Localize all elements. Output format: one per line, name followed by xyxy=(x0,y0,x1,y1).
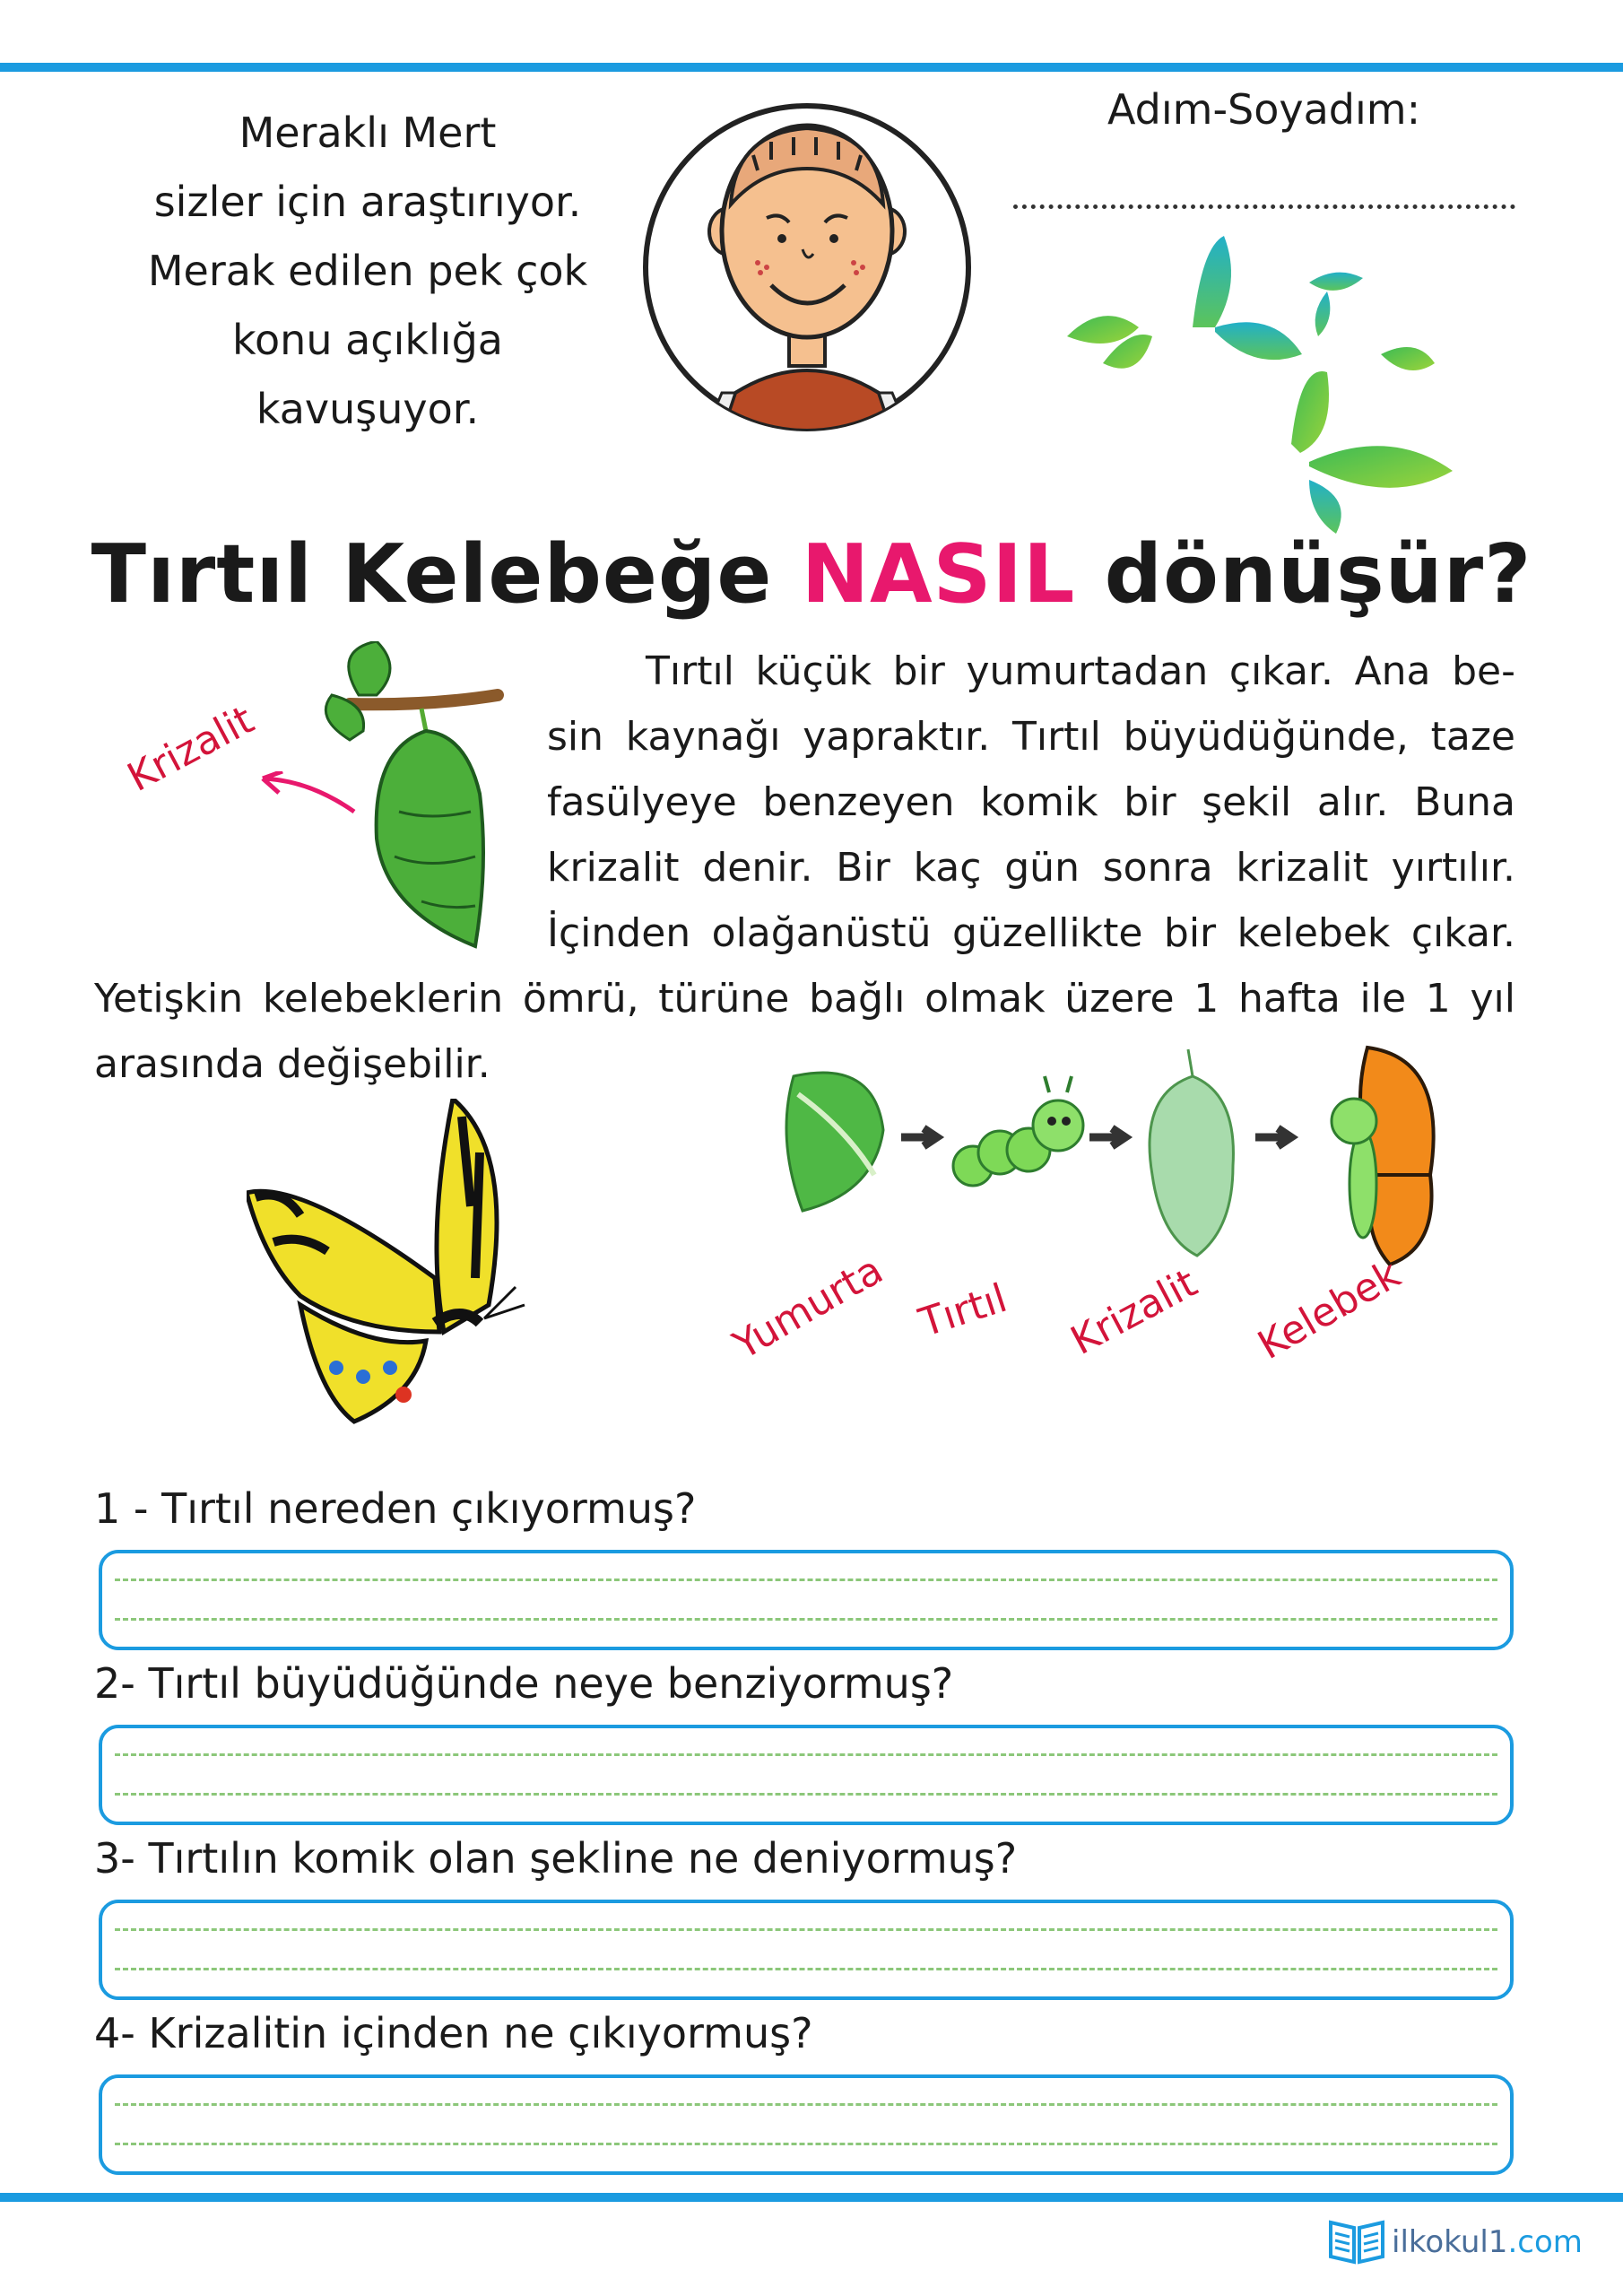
intro-line: sizler için araştırıyor. xyxy=(153,178,582,226)
name-label: Adım-Soyadım: xyxy=(1107,85,1421,134)
bottom-rule xyxy=(0,2193,1623,2202)
paragraph-line: Yetişkin kelebeklerin ömrü, türüne bağlı olmak üzere 1 hafta ile 1 yıl xyxy=(94,976,1515,1022)
site-logo-text xyxy=(1392,2224,1583,2260)
paragraph-line: arasında değişebilir. xyxy=(94,1041,490,1087)
title-highlight: NASIL xyxy=(801,527,1076,622)
question-4: 4- Krizalitin içinden ne çıkıyormuş? xyxy=(94,2009,813,2057)
question-2: 2- Tırtıl büyüdüğünde neye benziyormuş? xyxy=(94,1659,954,1708)
caterpillar-icon xyxy=(953,1076,1083,1186)
title-part2: dönüşür? xyxy=(1075,527,1532,622)
intro-line: Meraklı Mert xyxy=(239,109,497,157)
arrow-icon xyxy=(1089,1128,1125,1146)
answer-box-2[interactable] xyxy=(99,1725,1514,1825)
chrysalis-label: Krizalit xyxy=(120,697,262,801)
stage-label-caterpillar: Tırtıl xyxy=(914,1274,1013,1346)
logo-suffix: .com xyxy=(1507,2224,1583,2260)
answer-box-3[interactable] xyxy=(99,1900,1514,2000)
book-logo-icon xyxy=(1327,2215,1386,2266)
paragraph-line: krizalit denir. Bir kaç gün sonra krizalit yırtılır. xyxy=(547,845,1515,891)
egg-leaf-icon xyxy=(786,1073,883,1211)
answer-box-4[interactable] xyxy=(99,2074,1514,2175)
question-3: 3- Tırtılın komik olan şekline ne deniyormuş? xyxy=(94,1834,1018,1883)
pink-arrow-icon xyxy=(256,771,363,825)
swallowtail-butterfly-icon xyxy=(247,1099,534,1431)
name-fill-line[interactable] xyxy=(1013,204,1515,209)
arrow-icon xyxy=(1255,1128,1291,1146)
butterfly-icon xyxy=(1332,1048,1434,1265)
paragraph-line: İçinden olağanüstü güzellikte bir kelebek çıkar. xyxy=(547,910,1515,956)
stage-label-egg: Yumurta xyxy=(725,1247,891,1369)
chrysalis-icon xyxy=(1150,1049,1233,1256)
paragraph-line: fasülyeye benzeyen komik bir şekil alır. Buna xyxy=(547,779,1515,825)
page-title xyxy=(0,527,1623,622)
intro-text xyxy=(126,99,610,444)
question-1: 1 - Tırtıl nereden çıkıyormuş? xyxy=(94,1484,697,1533)
stage-label-butterfly: Kelebek xyxy=(1250,1251,1409,1369)
stage-label-chrysalis: Krizalit xyxy=(1063,1260,1205,1364)
life-cycle-diagram xyxy=(785,1040,1448,1274)
green-butterflies-icon xyxy=(1067,229,1462,538)
answer-box-1[interactable] xyxy=(99,1550,1514,1650)
intro-line: kavuşuyor. xyxy=(256,385,480,433)
top-rule xyxy=(0,63,1623,72)
paragraph-line: Tırtıl küçük bir yumurtadan çıkar. Ana be- xyxy=(646,648,1515,694)
intro-line: Merak edilen pek çok xyxy=(147,247,588,295)
arrow-icon xyxy=(901,1128,937,1146)
paragraph-line: sin kaynağı yapraktır. Tırtıl büyüdüğünde, taze xyxy=(547,714,1515,760)
logo-main: ilkokul1 xyxy=(1392,2224,1508,2260)
intro-line: konu açıklığa xyxy=(232,316,503,364)
boy-avatar xyxy=(637,97,977,438)
title-part1: Tırtıl Kelebeğe xyxy=(91,527,802,622)
body-paragraph-right xyxy=(547,639,1515,966)
